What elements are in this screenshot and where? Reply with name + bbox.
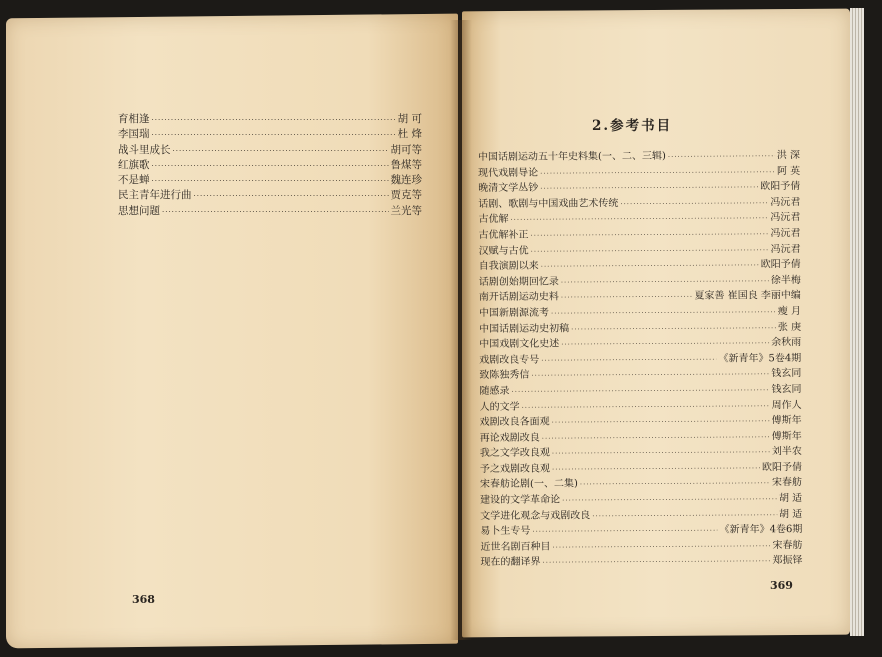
list-item [479,242,801,260]
left-page [6,14,458,649]
entry-title: 思想问题 [118,204,160,217]
dot-leader [620,196,768,212]
dot-leader [540,180,758,197]
entry-title: 话剧、歌剧与中国戏曲艺术传统 [478,197,619,210]
entry-title: 汉赋与古优 [478,245,529,257]
entry-title: 中国戏剧文化史述 [479,338,560,351]
list-item [479,257,801,275]
list-item [479,382,801,400]
list-item [480,491,802,509]
entry-title: 人的文学 [479,401,520,413]
entry-author: 傅斯年 [771,430,802,442]
list-item [480,444,802,462]
entry-author: 周作人 [771,399,802,411]
entry-title: 建设的文学革命论 [480,494,561,507]
dot-leader [152,128,396,143]
entry-title: 李国瑞 [118,128,150,141]
dot-leader [562,492,777,509]
entry-title: 战斗里成长 [118,143,171,156]
entry-title: 现在的翻译界 [480,557,541,569]
entry-title: 话剧创始期回忆录 [478,276,559,288]
dot-leader [580,477,770,494]
entry-title: 现代戏剧导论 [478,167,539,179]
entry-author: 夏家善 崔国良 李丽中编 [694,290,801,303]
list-item [480,475,802,493]
dot-leader [561,290,693,306]
entry-title: 我之文学改良观 [479,447,550,460]
dot-leader [152,113,396,128]
entry-author: 宋春舫 [772,477,803,489]
entry-author: 阿 英 [776,165,801,177]
list-item [479,304,801,322]
entry-title: 中国话剧运动五十年史料集(一、二、三辑) [478,150,666,163]
book-spine [450,20,472,640]
list-item [118,143,422,158]
entry-title: 不是蝉 [118,174,150,187]
dot-leader [194,189,389,204]
dot-leader [541,258,759,275]
entry-author: 欧阳予倩 [760,259,801,271]
entry-author: 徐半梅 [770,274,801,286]
left-entry-list [118,112,422,219]
list-item [480,553,802,571]
entry-title: 自我演剧以来 [478,260,539,273]
list-item [480,538,802,556]
dot-leader [571,321,776,338]
entry-author: 杜 烽 [397,128,422,141]
page-edges [850,8,864,636]
dot-leader [531,243,769,260]
entry-author: 胡 可 [397,113,422,125]
list-item [118,188,422,203]
list-item [478,195,800,213]
list-item [480,398,802,416]
entry-author: 胡可等 [390,143,422,156]
list-item [118,112,422,127]
entry-author: 欧阳予倩 [760,181,801,193]
entry-author: 欧阳予倩 [761,461,802,474]
entry-author: 《新青年》5卷4期 [718,352,802,365]
list-item [480,522,802,540]
list-item [118,204,422,219]
dot-leader [541,352,716,369]
entry-title: 戏剧改良各面观 [479,416,550,429]
entry-title: 致陈独秀信 [479,370,530,382]
list-item [118,173,422,188]
dot-leader [542,430,770,447]
entry-author: 冯沅君 [770,243,801,255]
entry-author: 《新青年》4卷6期 [719,524,803,536]
entry-author: 兰光等 [390,204,422,217]
entry-title: 红旗歌 [118,158,150,171]
entry-author: 郑振铎 [772,555,803,567]
entry-author: 胡 适 [778,493,803,505]
list-item [118,158,422,173]
entry-title: 近世名剧百种目 [480,541,551,553]
list-item [480,413,802,431]
entry-title: 宋春舫论剧(一、二集) [480,478,578,491]
entry-title: 戏剧改良专号 [479,354,540,366]
dot-leader [668,149,775,165]
entry-author: 刘半农 [771,446,802,458]
section-heading: 2.参考书目 [592,118,673,134]
dot-leader [530,227,768,244]
reference-list [478,148,803,571]
entry-author: 钱玄同 [771,368,802,380]
dot-leader [552,414,770,431]
entry-author: 鲁煤等 [390,158,422,171]
dot-leader [552,461,760,478]
entry-title: 晚清文学丛钞 [478,182,539,195]
list-item [478,210,800,228]
list-item [478,164,800,182]
entry-title: 古优解 [478,214,509,226]
list-item [118,127,422,142]
dot-leader [551,305,776,322]
list-item [478,148,800,166]
entry-title: 再论戏剧改良 [479,432,540,444]
entry-author: 洪 深 [776,150,801,162]
dot-leader [552,446,770,463]
list-item [479,351,801,369]
dot-leader [531,368,769,385]
dot-leader [511,383,769,400]
entry-title: 南开话剧运动史料 [478,291,559,304]
list-item [478,226,800,244]
dot-leader [552,539,770,556]
entry-author: 胡 适 [779,508,803,520]
list-item [479,366,801,384]
dot-leader [542,555,770,572]
entry-author: 宋春舫 [772,539,803,552]
entry-title: 随感录 [479,385,510,397]
entry-author: 魏连珍 [390,174,422,187]
dot-leader [152,159,389,174]
list-item [480,460,802,478]
entry-title: 古优解补正 [478,229,529,241]
entry-title: 予之戏剧改良观 [479,463,550,475]
entry-author: 余秋雨 [771,337,802,349]
right-page-number: 369 [770,579,793,592]
dot-leader [152,174,389,189]
list-item [479,320,801,338]
entry-author: 冯沅君 [770,228,801,240]
entry-author: 张 庚 [777,321,802,333]
entry-title: 育相逢 [118,113,150,125]
entry-title: 中国话剧运动史初稿 [479,322,570,335]
dot-leader [510,212,768,229]
entry-title: 中国新剧源流考 [478,307,550,319]
entry-author: 傅斯年 [771,415,802,427]
dot-leader [522,399,770,416]
entry-author: 冯沅君 [770,212,801,224]
dot-leader [540,165,775,182]
entry-author: 瘦 月 [777,305,802,318]
dot-leader [532,524,717,541]
list-item [478,179,800,197]
entry-author: 冯沅君 [770,196,801,208]
dot-leader [162,205,389,220]
entry-author: 贾克等 [390,189,422,202]
list-item [479,288,801,306]
list-item [480,429,802,447]
dot-leader [173,144,389,159]
left-page-number: 368 [132,593,155,606]
entry-author: 钱玄同 [771,383,802,396]
entry-title: 易卜生专号 [480,525,531,538]
entry-title: 文学进化观念与戏剧改良 [480,509,591,522]
entry-title: 民主青年进行曲 [118,189,192,202]
